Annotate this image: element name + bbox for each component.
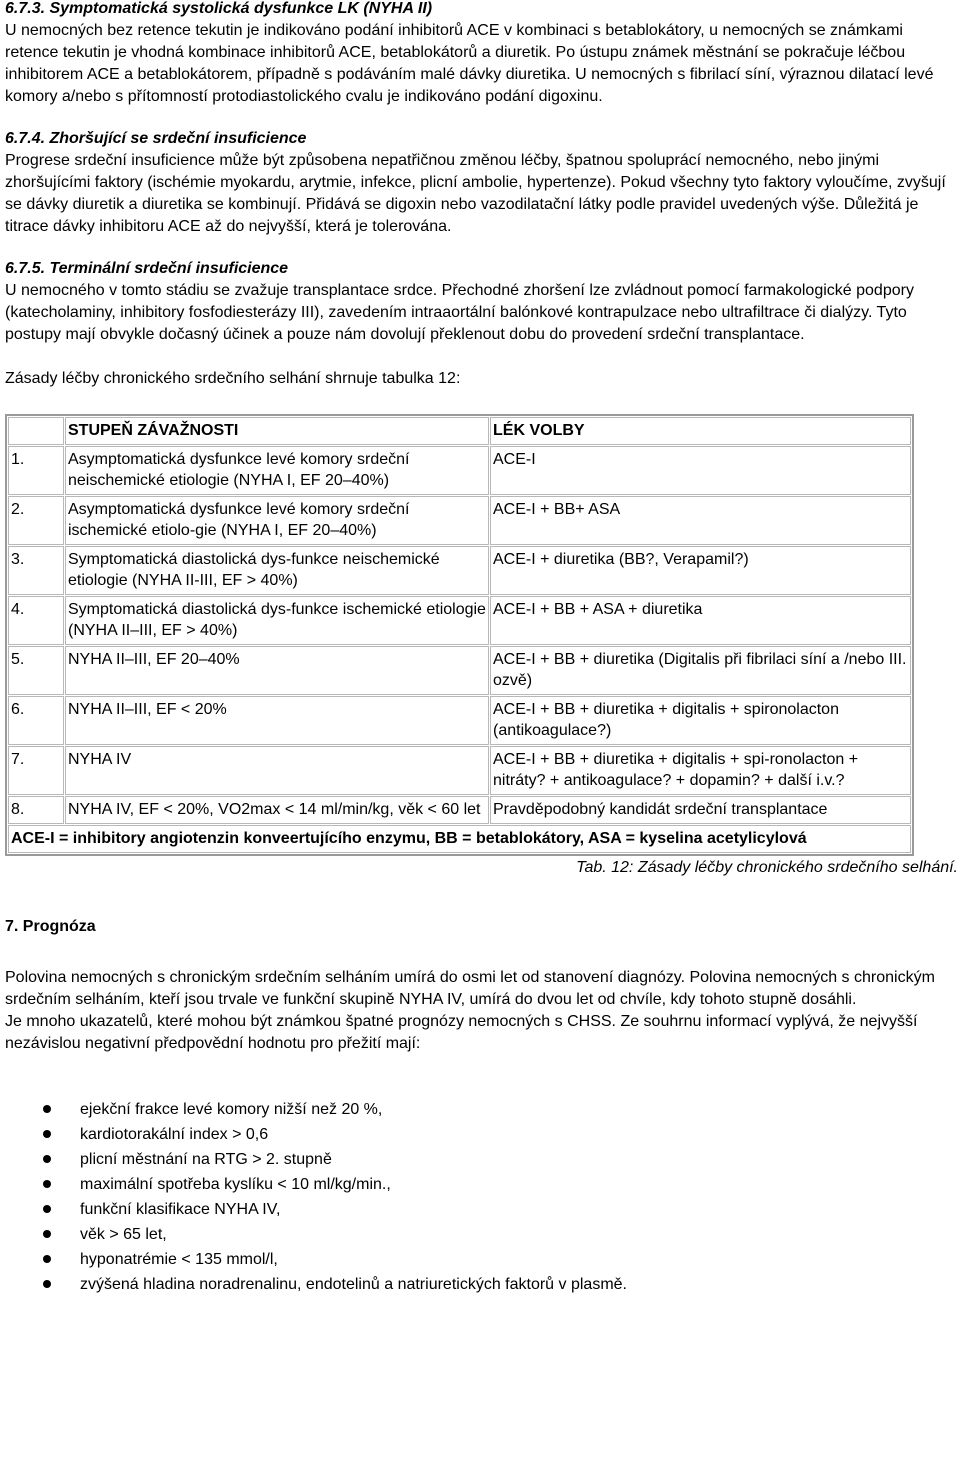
list-item-text: zvýšená hladina noradrenalinu, endotelinů a natriuretických faktorů v plasmě. bbox=[80, 1276, 627, 1293]
list-item-text: funkční klasifikace NYHA IV, bbox=[80, 1201, 281, 1218]
row-stage: NYHA II–III, EF < 20% bbox=[65, 696, 489, 745]
section-7-heading: 7. Prognóza bbox=[5, 918, 96, 935]
table-row bbox=[8, 596, 911, 645]
row-stage: NYHA II–III, EF 20–40% bbox=[65, 646, 489, 695]
section-7-body bbox=[5, 967, 960, 1055]
row-drug: ACE-I bbox=[490, 446, 911, 495]
table-footer-row bbox=[8, 825, 911, 853]
list-item-text: maximální spotřeba kyslíku < 10 ml/kg/min., bbox=[80, 1176, 391, 1193]
header-stage: STUPEŇ ZÁVAŽNOSTI bbox=[68, 422, 239, 439]
bullet-icon bbox=[43, 1105, 51, 1113]
bullet-icon bbox=[43, 1130, 51, 1138]
row-drug: ACE-I + BB + diuretika + digitalis + spi-ronolacton + nitráty? + antikoagulace? + dopamin? + další i.v.? bbox=[490, 746, 911, 795]
table-row bbox=[8, 746, 911, 795]
bullet-icon bbox=[43, 1180, 51, 1188]
row-num: 6. bbox=[8, 696, 64, 745]
row-drug: ACE-I + diuretika (BB?, Verapamil?) bbox=[490, 546, 911, 595]
list-item bbox=[80, 1272, 960, 1297]
bullet-icon bbox=[43, 1255, 51, 1263]
list-item-text: kardiotorakální index > 0,6 bbox=[80, 1126, 269, 1143]
row-stage: Symptomatická diastolická dys-funkce ischemické etiologie (NYHA II–III, EF > 40%) bbox=[65, 596, 489, 645]
list-item-text: věk > 65 let, bbox=[80, 1226, 167, 1243]
row-stage: NYHA IV, EF < 20%, VO2max < 14 ml/min/kg, věk < 60 let bbox=[65, 796, 489, 824]
prognosis-paragraph-1: Polovina nemocných s chronickým srdečním selháním umírá do osmi let od stanovení diagnózy. Polovina nemocných s chronickým srdečním selháním, kteří jsou trvale ve funkční skupině NYHA IV, umírá do dvou let od chvíle, kdy tohoto stupně dosáhli. bbox=[5, 969, 935, 1008]
list-item bbox=[80, 1222, 960, 1247]
list-item bbox=[80, 1197, 960, 1222]
row-num: 2. bbox=[8, 496, 64, 545]
prognostic-factors-list bbox=[5, 1097, 960, 1297]
table-row bbox=[8, 696, 911, 745]
row-num: 4. bbox=[8, 596, 64, 645]
header-drug: LÉK VOLBY bbox=[493, 422, 585, 439]
table-header-row bbox=[8, 417, 911, 445]
list-item bbox=[80, 1247, 960, 1272]
list-item-text: plicní městnání na RTG > 2. stupně bbox=[80, 1151, 332, 1168]
list-item-text: ejekční frakce levé komory nižší než 20 %, bbox=[80, 1101, 383, 1118]
table-intro: Zásady léčby chronického srdečního selhání shrnuje tabulka 12: bbox=[5, 370, 461, 387]
row-drug: ACE-I + BB + diuretika (Digitalis při fibrilaci síní a /nebo III. ozvě) bbox=[490, 646, 911, 695]
table-row bbox=[8, 796, 911, 824]
list-item bbox=[80, 1122, 960, 1147]
header-num-cell bbox=[8, 417, 64, 445]
row-drug: ACE-I + BB+ ASA bbox=[490, 496, 911, 545]
header-drug-cell bbox=[490, 417, 911, 445]
bullet-icon bbox=[43, 1280, 51, 1288]
list-item-text: hyponatrémie < 135 mmol/l, bbox=[80, 1251, 278, 1268]
section-6-7-4 bbox=[5, 128, 960, 238]
list-item bbox=[80, 1172, 960, 1197]
bullet-icon bbox=[43, 1205, 51, 1213]
list-item bbox=[80, 1147, 960, 1172]
section-heading: 6.7.5. Terminální srdeční insuficience bbox=[5, 260, 289, 277]
section-6-7-5 bbox=[5, 258, 960, 346]
row-num: 1. bbox=[8, 446, 64, 495]
row-stage: Symptomatická diastolická dys-funkce neischemické etiologie (NYHA II-III, EF > 40%) bbox=[65, 546, 489, 595]
table-footnote: ACE-I = inhibitory angiotenzin konveertujícího enzymu, BB = betablokátory, ASA = kyselina acetylicylová bbox=[8, 825, 911, 853]
list-item bbox=[80, 1097, 960, 1122]
row-num: 3. bbox=[8, 546, 64, 595]
table-row bbox=[8, 546, 911, 595]
table-row bbox=[8, 446, 911, 495]
row-num: 5. bbox=[8, 646, 64, 695]
section-6-7-3 bbox=[5, 0, 960, 108]
row-drug: ACE-I + BB + ASA + diuretika bbox=[490, 596, 911, 645]
row-drug: Pravděpodobný kandidát srdeční transplantace bbox=[490, 796, 911, 824]
table-row bbox=[8, 646, 911, 695]
row-stage: Asymptomatická dysfunkce levé komory srdeční ischemické etiolo-gie (NYHA I, EF 20–40%) bbox=[65, 496, 489, 545]
row-stage: NYHA IV bbox=[65, 746, 489, 795]
row-stage: Asymptomatická dysfunkce levé komory srdeční neischemické etiologie (NYHA I, EF 20–40%) bbox=[65, 446, 489, 495]
bullet-icon bbox=[43, 1230, 51, 1238]
row-drug: ACE-I + BB + diuretika + digitalis + spironolacton (antikoagulace?) bbox=[490, 696, 911, 745]
prognosis-paragraph-2: Je mnoho ukazatelů, které mohou být známkou špatné prognózy nemocných s CHSS. Ze souhrnu informací vyplývá, že nejvyšší nezávislou negativní předpovědní hodnotu pro přežití mají: bbox=[5, 1013, 918, 1052]
section-heading: 6.7.3. Symptomatická systolická dysfunkce LK (NYHA II) bbox=[5, 0, 433, 17]
table-caption: Tab. 12: Zásady léčby chronického srdečního selhání. bbox=[576, 859, 958, 876]
section-body: U nemocných bez retence tekutin je indikováno podání inhibitorů ACE v kombinaci s betablokátory, u nemocných se známkami retence tekutin je vhodná kombinace inhibitorů ACE, betablokátorů a diuretik. Po ústupu známek městnání se pokračuje léčbou inhibitorem ACE a betablokátorem, případně s podáváním malé dávky diuretika. U nemocných s fibrilací síní, výraznou dilatací levé komory a/nebo s přítomností protodiastolického cvalu je indikováno podání digoxinu. bbox=[5, 22, 934, 105]
section-heading: 6.7.4. Zhoršující se srdeční insuficience bbox=[5, 130, 307, 147]
treatment-table bbox=[5, 414, 914, 856]
row-num: 7. bbox=[8, 746, 64, 795]
header-stage-cell bbox=[65, 417, 489, 445]
section-body: Progrese srdeční insuficience může být způsobena nepatřičnou změnou léčby, špatnou spoluprácí nemocného, nebo jinými zhoršujícími faktory (ischémie myokardu, arytmie, infekce, plicní ambolie, hypertenze). Pokud všechny tyto faktory vyloučíme, zvyšují se dávky diuretik a diuretika se kombinují. Přidává se digoxin nebo vazodilatační látky podle pravidel uvedených výše. Důležitá je titrace dávky inhibitoru ACE až do nejvyšší, která je tolerována. bbox=[5, 152, 946, 235]
table-row bbox=[8, 496, 911, 545]
row-num: 8. bbox=[8, 796, 64, 824]
bullet-icon bbox=[43, 1155, 51, 1163]
section-body: U nemocného v tomto stádiu se zvažuje transplantace srdce. Přechodné zhoršení lze zvládnout pomocí farmakologické podpory (katecholaminy, inhibitory fosfodiesterázy III), zavedením intraaortální balónkové kontrapulzace nebo ultrafiltrace či dialýzy. Tyto postupy mají obvykle dočasný účinek a pouze nám dovolují překlenout dobu do provedení srdeční transplantace. bbox=[5, 282, 914, 343]
